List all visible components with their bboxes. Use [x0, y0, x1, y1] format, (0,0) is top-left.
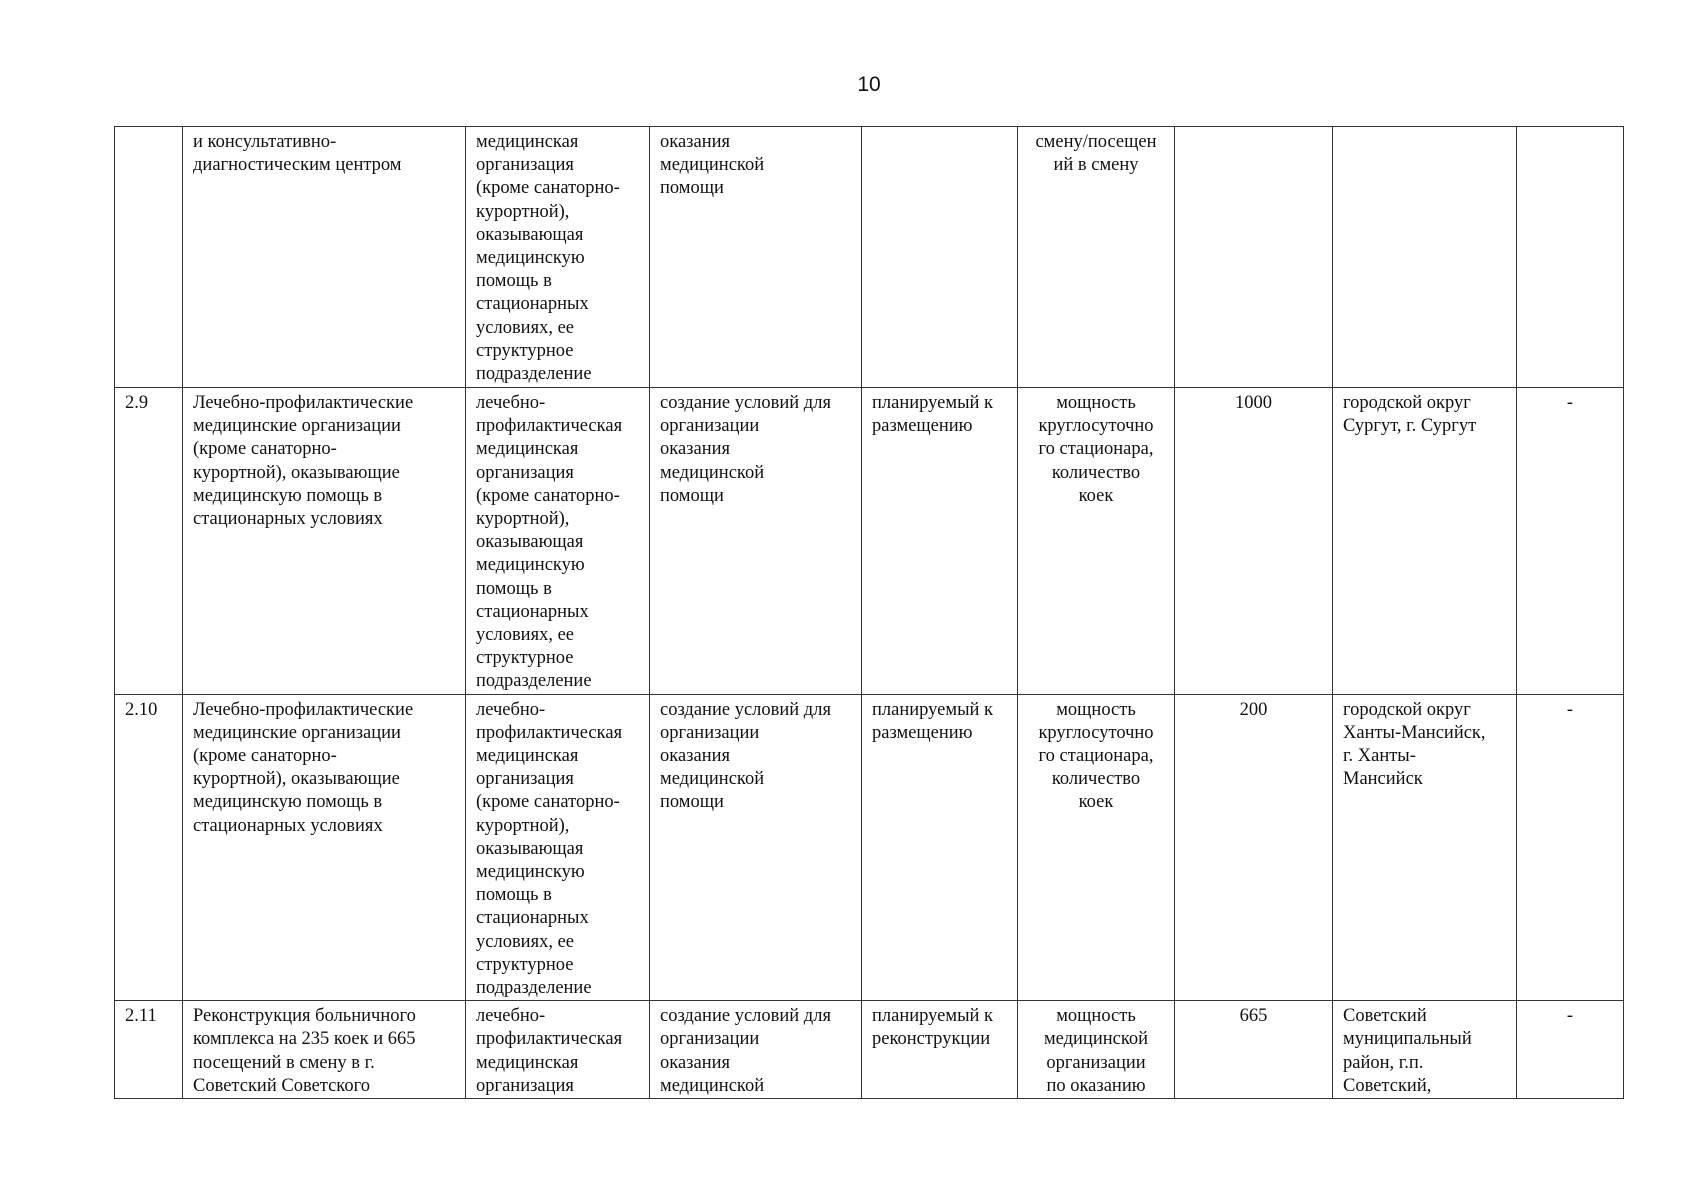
object-location-cell: [1333, 127, 1517, 388]
object-location-cell: городской округ Ханты-Мансийск, г. Ханты- Мансийск: [1333, 694, 1517, 1001]
object-status-cell: планируемый к размещению: [862, 694, 1018, 1001]
object-status-cell: [862, 127, 1018, 388]
table-row: [115, 127, 1624, 388]
page-number: 10: [857, 73, 881, 96]
table-row: [115, 694, 1624, 1001]
row-number-cell: 2.9: [115, 388, 183, 695]
object-type-cell: медицинская организация (кроме санаторно- курортной), оказывающая медицинскую помощь в стационарных условиях, ее структурное подразделение: [466, 127, 650, 388]
object-characteristic-cell: смену/посещен ий в смену: [1018, 127, 1175, 388]
object-value-cell: 1000: [1175, 388, 1333, 695]
object-purpose-cell: создание условий для организации оказания медицинской помощи: [650, 694, 862, 1001]
object-purpose-cell: создание условий для организации оказания медицинской: [650, 1001, 862, 1099]
object-type-cell: лечебно- профилактическая медицинская организация: [466, 1001, 650, 1099]
object-value-cell: 665: [1175, 1001, 1333, 1099]
object-characteristic-cell: мощность круглосуточно го стационара, количество коек: [1018, 694, 1175, 1001]
row-number-cell: [115, 127, 183, 388]
object-name-cell: Реконструкция больничного комплекса на 235 коек и 665 посещений в смену в г. Советский Советского: [183, 1001, 466, 1099]
object-zone-cell: [1517, 127, 1624, 388]
object-purpose-cell: оказания медицинской помощи: [650, 127, 862, 388]
object-type-cell: лечебно- профилактическая медицинская организация (кроме санаторно- курортной), оказывающая медицинскую помощь в стационарных условиях, ее структурное подразделение: [466, 388, 650, 695]
object-zone-cell: -: [1517, 388, 1624, 695]
object-zone-cell: -: [1517, 1001, 1624, 1099]
object-purpose-cell: создание условий для организации оказания медицинской помощи: [650, 388, 862, 695]
object-name-cell: и консультативно- диагностическим центром: [183, 127, 466, 388]
object-name-cell: Лечебно-профилактические медицинские организации (кроме санаторно- курортной), оказывающие медицинскую помощь в стационарных условиях: [183, 694, 466, 1001]
object-location-cell: Советский муниципальный район, г.п. Советский,: [1333, 1001, 1517, 1099]
object-status-cell: планируемый к размещению: [862, 388, 1018, 695]
table-row: [115, 388, 1624, 695]
objects-table: [114, 126, 1624, 1099]
object-value-cell: [1175, 127, 1333, 388]
object-status-cell: планируемый к реконструкции: [862, 1001, 1018, 1099]
object-name-cell: Лечебно-профилактические медицинские организации (кроме санаторно- курортной), оказывающие медицинскую помощь в стационарных условиях: [183, 388, 466, 695]
object-characteristic-cell: мощность медицинской организации по оказанию: [1018, 1001, 1175, 1099]
object-zone-cell: -: [1517, 694, 1624, 1001]
table-row: [115, 1001, 1624, 1099]
object-characteristic-cell: мощность круглосуточно го стационара, количество коек: [1018, 388, 1175, 695]
row-number-cell: 2.10: [115, 694, 183, 1001]
object-value-cell: 200: [1175, 694, 1333, 1001]
row-number-cell: 2.11: [115, 1001, 183, 1099]
object-type-cell: лечебно- профилактическая медицинская организация (кроме санаторно- курортной), оказывающая медицинскую помощь в стационарных условиях, ее структурное подразделение: [466, 694, 650, 1001]
object-location-cell: городской округ Сургут, г. Сургут: [1333, 388, 1517, 695]
